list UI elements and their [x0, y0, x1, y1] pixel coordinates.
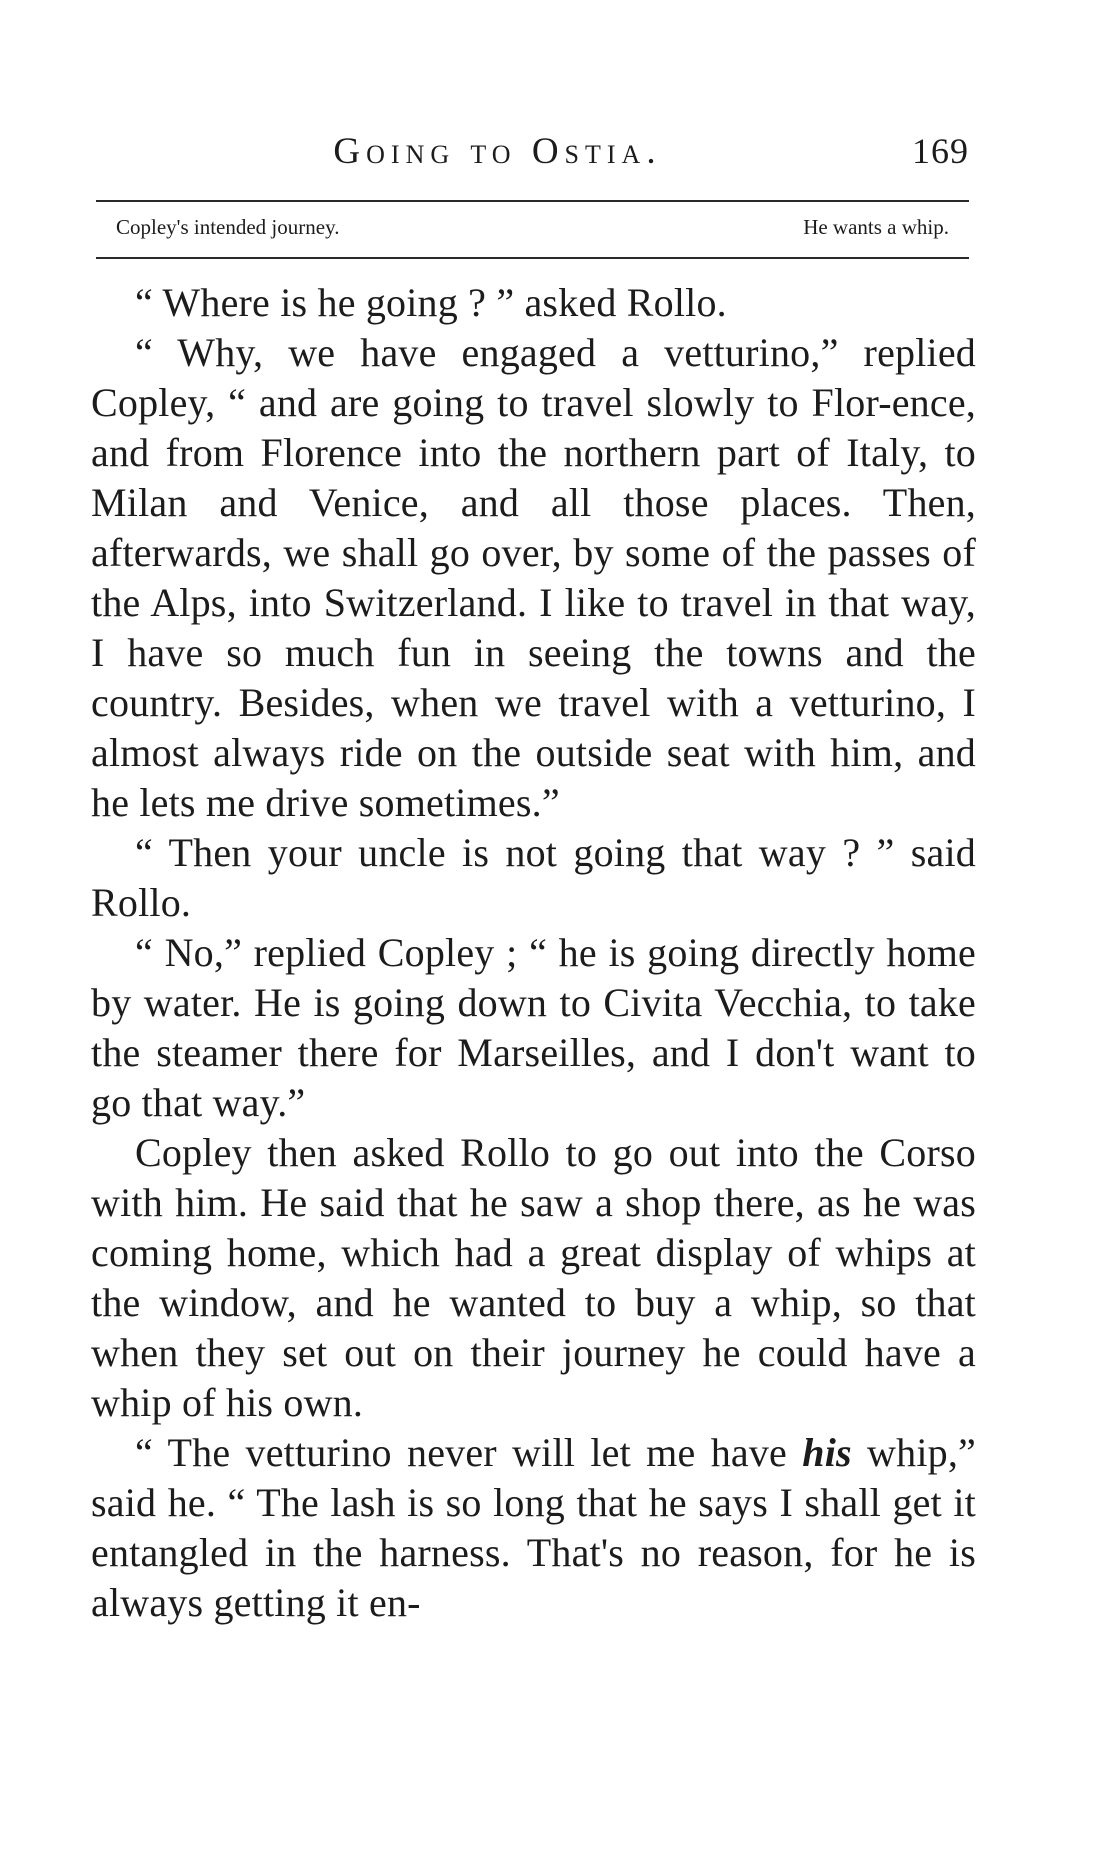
page-number: 169: [912, 131, 969, 171]
header-rule-top: [96, 200, 969, 202]
paragraph: [91, 1428, 976, 1628]
paragraph: “ Then your uncle is not going that way ? ” said Rollo.: [91, 830, 976, 925]
paragraph: “ Why, we have engaged a vetturino,” replied Copley, “ and are going to travel slowly to Flor-ence, and from Florence into the northern part of Italy, to Milan and Venice, and all those places. Then, afterwards, we shall go over, by some of the passes of the Alps, into Switzerland. I like to travel in that way, I have so much fun in seeing the towns and the country. Besides, when we travel with a vetturino, I almost always ride on the outside seat with him, and he lets me drive sometimes.”: [91, 330, 976, 825]
running-head: [96, 130, 969, 178]
subhead-left: Copley's intended journey.: [116, 215, 340, 239]
marginal-subheads: [96, 215, 969, 247]
paragraph-text: whip,” said he. “ The lash is so long that he says I shall get it entangled in the harness. That's no reason, for he is always getting it en-: [91, 1430, 977, 1625]
emphasized-word: his: [802, 1430, 852, 1475]
body-text: [91, 278, 976, 1628]
paragraph: Copley then asked Rollo to go out into the Corso with him. He said that he saw a shop there, as he was coming home, which had a great display of whips at the window, and he wanted to buy a whip, so that when they set out on their journey he could have a whip of his own.: [91, 1130, 976, 1425]
paragraph: “ No,” replied Copley ; “ he is going directly home by water. He is going down to Civita Vecchia, to take the steamer there for Marseilles, and I don't want to go that way.”: [91, 930, 976, 1125]
header-rule-bottom: [96, 257, 969, 259]
paragraph-text: “ The vetturino never will let me have: [135, 1430, 803, 1475]
paragraph: “ Where is he going ? ” asked Rollo.: [135, 280, 727, 325]
subhead-right: He wants a whip.: [803, 215, 949, 239]
running-title: Going to Ostia.: [333, 131, 662, 172]
